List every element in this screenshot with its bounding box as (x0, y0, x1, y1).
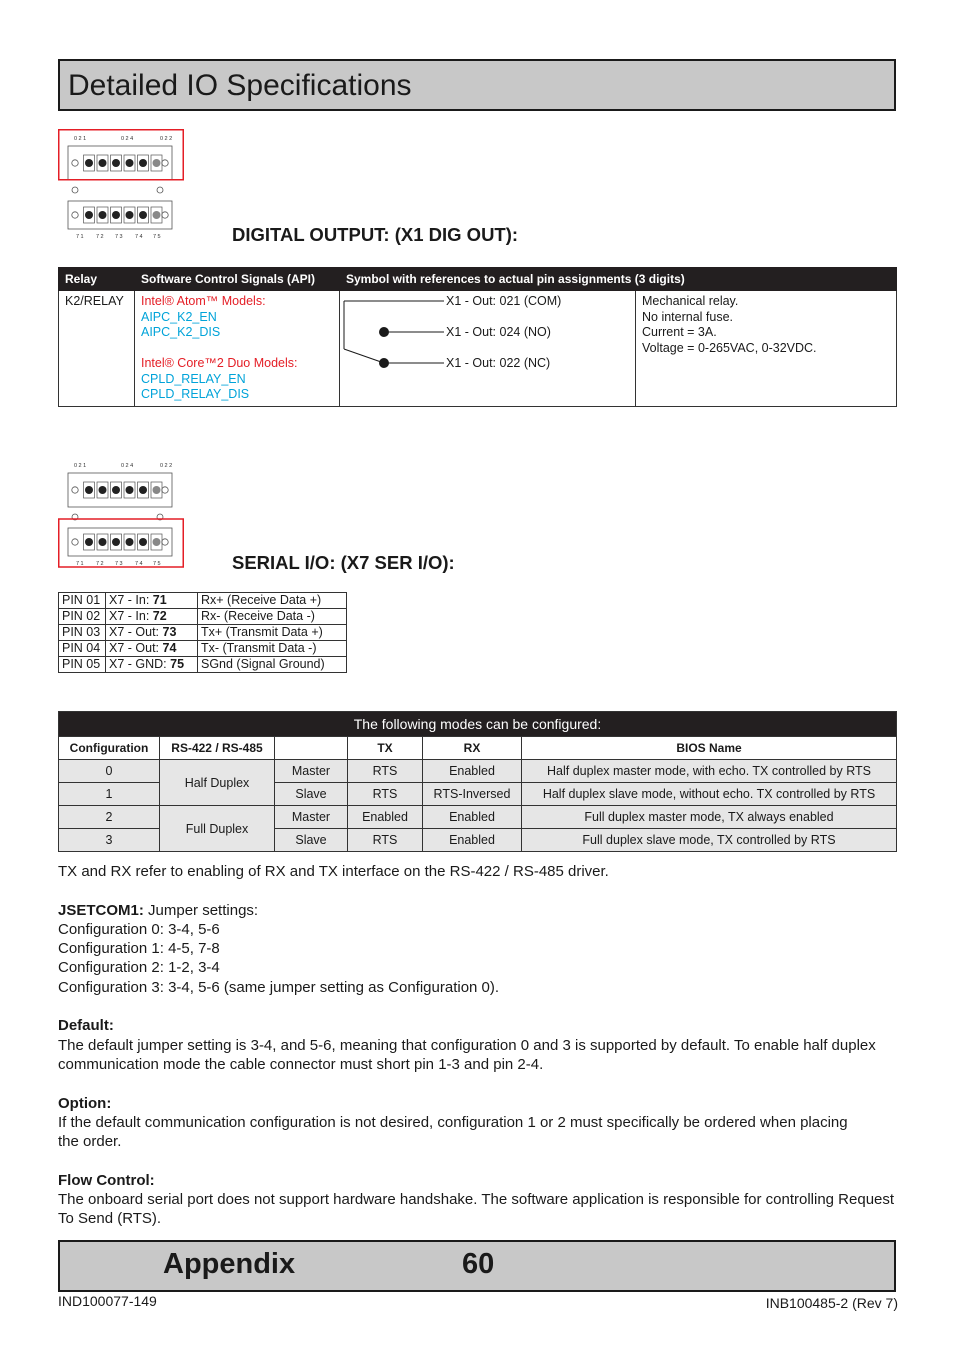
relay-header-relay: Relay (59, 268, 135, 291)
mode-rx: Enabled (423, 760, 522, 783)
relay-note: Voltage = 0-265VAC, 0-32VDC. (642, 340, 817, 355)
txrx-paragraph: TX and RX refer to enabling of RX and TX interface on the RS-422 / RS-485 driver. (58, 863, 609, 880)
connector-label: 75 (153, 234, 163, 240)
pin-row (59, 625, 347, 641)
serial-pin-table (58, 592, 347, 673)
connector-label: 022 (160, 463, 174, 469)
connector-diagram-dig-out (58, 129, 184, 241)
modes-header-tx: TX (348, 737, 423, 760)
pin-description: Rx- (Receive Data -) (198, 609, 347, 625)
connector-label: 74 (135, 234, 145, 240)
page-title: Detailed IO Specifications (68, 69, 412, 102)
pin-row (59, 657, 347, 673)
config-line: Configuration 0: 3-4, 5-6 (58, 920, 220, 938)
connector-label: 021 (74, 136, 88, 142)
pin-ref: X7 - In: 71 (106, 593, 198, 609)
api-core-dis: CPLD_RELAY_DIS (141, 387, 250, 401)
mode-tx: RTS (348, 760, 423, 783)
flow-label: Flow Control: (58, 1171, 155, 1189)
pin-ref: X7 - In: 72 (106, 609, 198, 625)
jsetcom-text: Jumper settings: (143, 901, 259, 919)
relay-note: Mechanical relay. (642, 294, 739, 308)
doc-id-right: INB100485-2 (Rev 7) (765, 1295, 898, 1311)
mode-role: Master (275, 760, 348, 783)
symbol-label-nc: X1 - Out: 022 (NC) (446, 356, 551, 370)
pin-ref: X7 - Out: 73 (106, 625, 198, 641)
relay-header-api: Software Control Signals (API) (135, 268, 340, 291)
relay-notes-cell (636, 291, 897, 407)
modes-header-bios: BIOS Name (522, 737, 897, 760)
modes-table (58, 711, 897, 852)
connector-label: 71 (76, 561, 86, 567)
pin-description: Tx+ (Transmit Data +) (198, 625, 347, 641)
connector-label: 71 (76, 234, 86, 240)
modes-header-rs: RS-422 / RS-485 (160, 737, 275, 760)
page-footer (58, 1240, 896, 1292)
flow-heading (58, 1171, 898, 1190)
api-atom-en: AIPC_K2_EN (141, 309, 217, 324)
mode-rx: Enabled (423, 806, 522, 829)
connector-label: 021 (74, 463, 88, 469)
api-atom-dis: AIPC_K2_DIS (141, 325, 221, 339)
mode-role: Slave (275, 829, 348, 852)
config-line: Configuration 2: 1-2, 3-4 (58, 959, 220, 977)
config-line: Configuration 3: 3-4, 5-6 (same jumper setting as Configuration 0). (58, 978, 500, 996)
modes-caption: The following modes can be configured: (59, 712, 897, 737)
flow-paragraph: The onboard serial port does not support hardware handshake. The software application is responsible for controlling Request To Send (RTS). (58, 1191, 895, 1228)
connector-diagram-svg (58, 456, 184, 568)
relay-note: No internal fuse. (642, 309, 734, 324)
pin-row (59, 593, 347, 609)
mode-bios: Half duplex master mode, with echo. TX controlled by RTS (522, 760, 897, 783)
modes-header-role (275, 737, 348, 760)
pin-description: Rx+ (Receive Data +) (198, 593, 347, 609)
connector-label: 024 (121, 136, 135, 142)
footer-page-number: 60 (462, 1248, 495, 1280)
page-header (58, 59, 896, 111)
relay-note: Current = 3A. (642, 325, 717, 339)
api-atom-heading: Intel® Atom™ Models: (141, 294, 266, 308)
pin-number: PIN 03 (59, 625, 106, 641)
relay-switch-symbol (340, 291, 445, 381)
relay-table (58, 267, 897, 407)
serial-io-title: SERIAL I/O: (X7 SER I/O): (232, 552, 455, 573)
mode-rx: RTS-Inversed (423, 783, 522, 806)
pin-number: PIN 04 (59, 641, 106, 657)
relay-name-cell: K2/RELAY (59, 291, 135, 407)
connector-label: 024 (121, 463, 135, 469)
connector-label: 72 (96, 234, 106, 240)
pin-ref: X7 - GND: 75 (106, 657, 198, 673)
body-text (58, 862, 898, 1229)
pin-description: SGnd (Signal Ground) (198, 657, 347, 673)
mode-config: 2 (59, 806, 160, 829)
default-label: Default: (58, 1017, 114, 1035)
modes-row (59, 760, 897, 783)
option-paragraph: If the default communication configuration is not desired, configuration 1 or 2 must specifically be ordered when placing the order. (58, 1113, 848, 1151)
connector-label: 022 (160, 136, 174, 142)
default-heading (58, 1016, 898, 1035)
digital-output-title: DIGITAL OUTPUT: (X1 DIG OUT): (232, 224, 519, 245)
option-heading (58, 1094, 898, 1113)
relay-symbol-cell (340, 291, 636, 407)
modes-header-rx: RX (423, 737, 522, 760)
symbol-label-no: X1 - Out: 024 (NO) (446, 325, 551, 339)
mode-role: Master (275, 806, 348, 829)
pin-number: PIN 02 (59, 609, 106, 625)
mode-role: Slave (275, 783, 348, 806)
mode-config: 3 (59, 829, 160, 852)
connector-label: 72 (96, 561, 106, 567)
connector-label: 73 (115, 561, 125, 567)
pin-row (59, 609, 347, 625)
connector-label: 73 (115, 234, 125, 240)
mode-duplex: Full Duplex (160, 806, 275, 852)
connector-diagram-ser-io (58, 456, 184, 568)
api-core-en: CPLD_RELAY_EN (141, 371, 246, 386)
pin-number: PIN 01 (59, 593, 106, 609)
pin-ref: X7 - Out: 74 (106, 641, 198, 657)
mode-tx: Enabled (348, 806, 423, 829)
doc-id-left: IND100077-149 (58, 1293, 157, 1309)
footer-section: Appendix (163, 1248, 296, 1280)
config-line: Configuration 1: 4-5, 7-8 (58, 940, 220, 958)
connector-label: 75 (153, 561, 163, 567)
mode-rx: Enabled (423, 829, 522, 852)
modes-row (59, 806, 897, 829)
connector-diagram-svg (58, 129, 184, 241)
modes-header-config: Configuration (59, 737, 160, 760)
mode-bios: Half duplex slave mode, without echo. TX controlled by RTS (522, 783, 897, 806)
api-core-heading: Intel® Core™2 Duo Models: (141, 356, 298, 370)
pin-number: PIN 05 (59, 657, 106, 673)
pin-row (59, 641, 347, 657)
symbol-label-com: X1 - Out: 021 (COM) (446, 294, 562, 308)
pin-description: Tx- (Transmit Data -) (198, 641, 347, 657)
relay-header-symbol: Symbol with references to actual pin assignments (3 digits) (340, 268, 897, 291)
jsetcom-line (58, 901, 898, 920)
option-label: Option: (58, 1094, 112, 1112)
mode-bios: Full duplex slave mode, TX controlled by RTS (522, 829, 897, 852)
jsetcom-label: JSETCOM1: (58, 901, 144, 919)
mode-duplex: Half Duplex (160, 760, 275, 806)
mode-tx: RTS (348, 783, 423, 806)
connector-label: 74 (135, 561, 145, 567)
mode-bios: Full duplex master mode, TX always enabled (522, 806, 897, 829)
default-paragraph: The default jumper setting is 3-4, and 5-6, meaning that configuration 0 and 3 is supported by default. To enable half duplex communication mode the cable connector must short pin 1-3 and pin 2-4. (58, 1036, 876, 1073)
mode-tx: RTS (348, 829, 423, 852)
mode-config: 1 (59, 783, 160, 806)
api-cell (135, 291, 340, 407)
mode-config: 0 (59, 760, 160, 783)
